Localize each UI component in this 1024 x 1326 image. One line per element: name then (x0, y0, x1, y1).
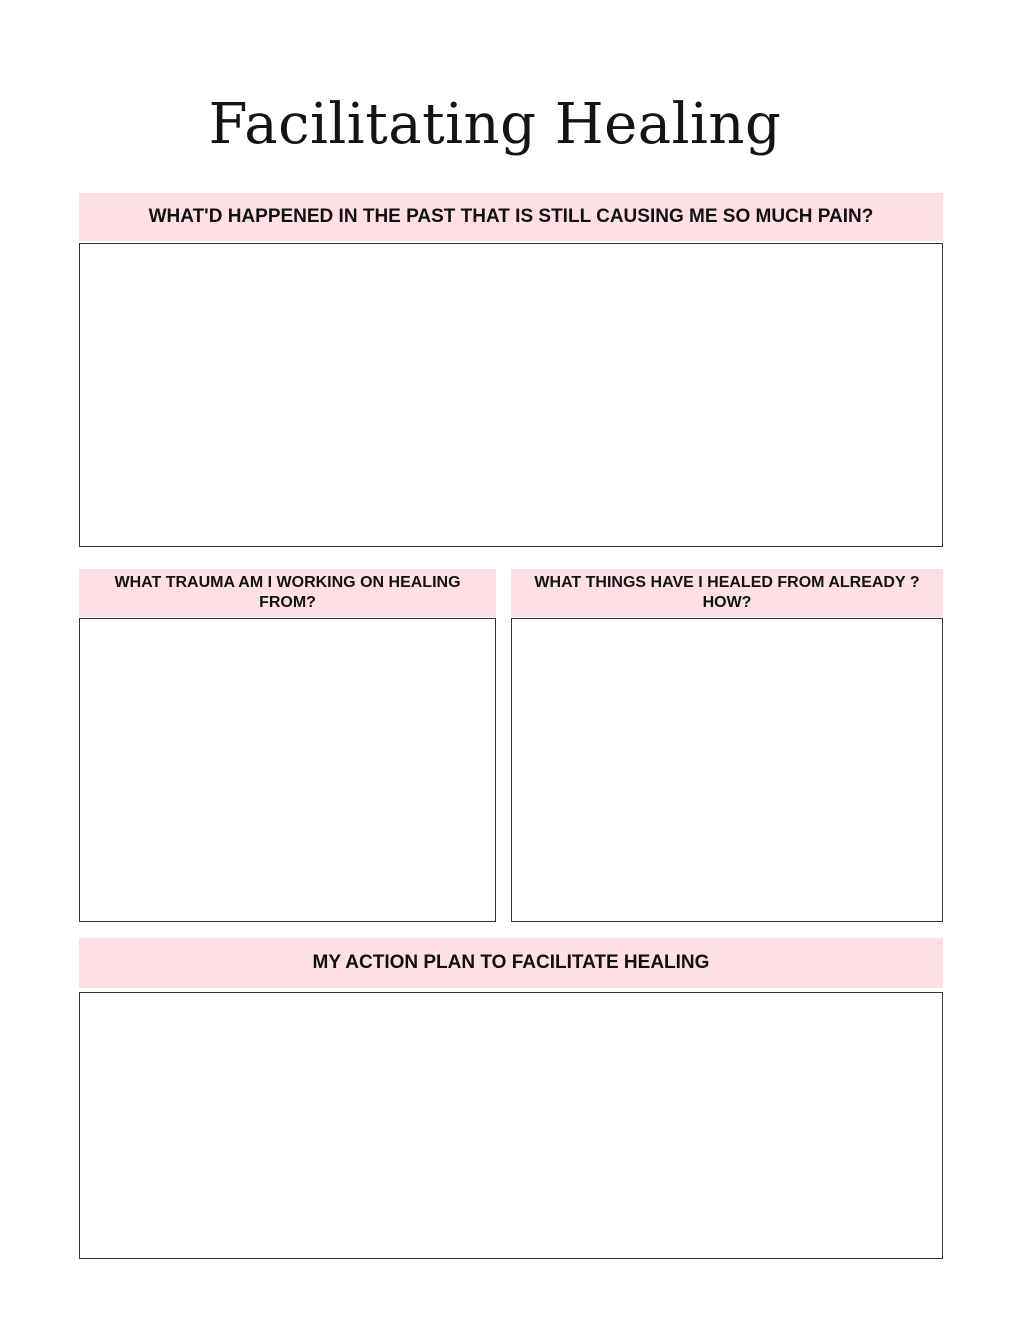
section-heading-trauma-healing: WHAT TRAUMA AM I WORKING ON HEALING FROM? (79, 569, 496, 617)
past-pain-writing-box[interactable] (79, 243, 943, 547)
section-heading-action-plan: MY ACTION PLAN TO FACILITATE HEALING (79, 938, 943, 988)
section-heading-past-pain: WHAT'D HAPPENED IN THE PAST THAT IS STILL CAUSING ME SO MUCH PAIN? (79, 193, 943, 241)
trauma-healing-writing-box[interactable] (79, 618, 496, 922)
action-plan-writing-box[interactable] (79, 992, 943, 1259)
page-title: Facilitating Healing (208, 92, 782, 157)
section-heading-healed-already: WHAT THINGS HAVE I HEALED FROM ALREADY ? HOW? (511, 569, 943, 617)
healed-already-writing-box[interactable] (511, 618, 943, 922)
